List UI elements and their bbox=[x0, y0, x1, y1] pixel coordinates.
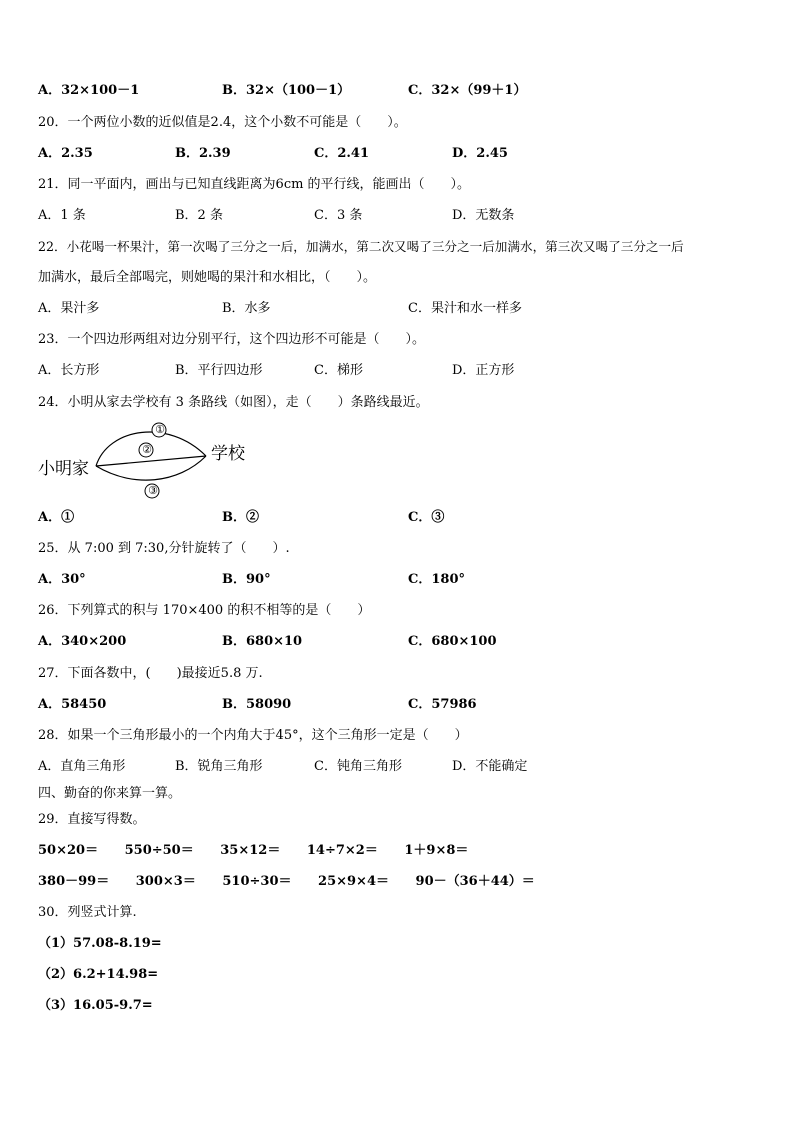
route-2-path bbox=[96, 456, 206, 466]
q29-item: 90－（36＋44）＝ bbox=[415, 874, 535, 889]
q21-options bbox=[38, 207, 758, 225]
q25-question: 25．从 7:00 到 7:30,分针旋转了（ ）. bbox=[38, 541, 290, 556]
q29-item: 510÷30＝ bbox=[222, 874, 292, 889]
q28-option-a[interactable]: A．直角三角形 bbox=[38, 759, 126, 774]
q20-question: 20．一个两位小数的近似值是2.4，这个小数不可能是（ ）。 bbox=[38, 115, 407, 130]
q20-options bbox=[38, 145, 758, 163]
q20-option-d[interactable]: D．2.45 bbox=[452, 146, 508, 161]
q20-option-a[interactable]: A．2.35 bbox=[38, 146, 93, 161]
q27-options bbox=[38, 696, 758, 714]
q23-option-c[interactable]: C．梯形 bbox=[314, 363, 363, 378]
q29-item: 25×9×4＝ bbox=[318, 874, 389, 889]
q30-item-1: （1）57.08-8.19= bbox=[38, 936, 162, 951]
q21-option-c[interactable]: C．3 条 bbox=[314, 208, 363, 223]
q23-option-b[interactable]: B．平行四边形 bbox=[175, 363, 263, 378]
q27-question: 27．下面各数中，( )最接近5.8 万. bbox=[38, 666, 263, 681]
q30-item-3: （3）16.05-9.7= bbox=[38, 998, 153, 1013]
q29-item: 550÷50＝ bbox=[124, 843, 194, 858]
q22-option-b[interactable]: B．水多 bbox=[222, 301, 271, 316]
q20-option-b[interactable]: B．2.39 bbox=[175, 146, 231, 161]
q25-option-b[interactable]: B．90° bbox=[222, 572, 271, 587]
q22-option-c[interactable]: C．果汁和水一样多 bbox=[408, 301, 522, 316]
q30-question: 30．列竖式计算. bbox=[38, 905, 137, 920]
q29-row-2 bbox=[38, 873, 557, 891]
q23-option-a[interactable]: A．长方形 bbox=[38, 363, 100, 378]
q30-item-2: （2）6.2+14.98= bbox=[38, 967, 159, 982]
q26-options bbox=[38, 633, 758, 651]
q22-question-line2: 加满水，最后全部喝完，则她喝的果汁和水相比，（ ）。 bbox=[38, 270, 377, 285]
q28-option-d[interactable]: D．不能确定 bbox=[452, 759, 528, 774]
q19-option-a[interactable]: A．32×100－1 bbox=[38, 83, 140, 98]
q21-option-a[interactable]: A．1 条 bbox=[38, 208, 86, 223]
q27-option-b[interactable]: B．58090 bbox=[222, 697, 292, 712]
q23-option-d[interactable]: D．正方形 bbox=[452, 363, 515, 378]
q25-option-a[interactable]: A．30° bbox=[38, 572, 86, 587]
q27-option-a[interactable]: A．58450 bbox=[38, 697, 107, 712]
q19-option-b[interactable]: B．32×（100－1） bbox=[222, 83, 351, 98]
q23-options bbox=[38, 362, 758, 380]
q28-options bbox=[38, 758, 758, 776]
q29-item: 35×12＝ bbox=[220, 843, 281, 858]
q20-option-c[interactable]: C．2.41 bbox=[314, 146, 370, 161]
q24-option-b[interactable]: B．② bbox=[222, 510, 259, 525]
q25-options bbox=[38, 571, 758, 589]
q29-row-1 bbox=[38, 842, 490, 860]
q22-question-line1: 22．小花喝一杯果汁，第一次喝了三分之一后，加满水，第二次又喝了三分之一后加满水，第三次又喝了三分之一后 bbox=[38, 239, 684, 254]
section-4-title: 四、勤奋的你来算一算。 bbox=[38, 786, 182, 801]
q22-option-a[interactable]: A．果汁多 bbox=[38, 301, 100, 316]
q29-item: 1＋9×8＝ bbox=[404, 843, 469, 858]
q27-option-c[interactable]: C．57986 bbox=[408, 697, 477, 712]
q26-question: 26．下列算式的积与 170×400 的积不相等的是（ ） bbox=[38, 603, 371, 618]
q29-item: 14÷7×2＝ bbox=[306, 843, 378, 858]
q28-option-b[interactable]: B．锐角三角形 bbox=[175, 759, 263, 774]
q19-options bbox=[38, 82, 758, 100]
route-3-path bbox=[96, 456, 206, 480]
route-2-label: ② bbox=[142, 443, 152, 456]
q24-option-c[interactable]: C．③ bbox=[408, 510, 445, 525]
q24-options bbox=[38, 509, 758, 527]
q23-question: 23．一个四边形两组对边分别平行，这个四边形不可能是（ ）。 bbox=[38, 332, 426, 347]
q21-question: 21．同一平面内，画出与已知直线距离为6cm 的平行线，能画出（ ）。 bbox=[38, 177, 471, 192]
school-label: 学校 bbox=[211, 444, 245, 464]
q19-option-c[interactable]: C．32×（99＋1） bbox=[408, 83, 527, 98]
q26-option-c[interactable]: C．680×100 bbox=[408, 634, 497, 649]
q29-item: 300×3＝ bbox=[135, 874, 196, 889]
q24-option-a[interactable]: A．① bbox=[38, 510, 75, 525]
q24-question: 24．小明从家去学校有 3 条路线（如图），走（ ）条路线最近。 bbox=[38, 395, 429, 410]
q26-option-b[interactable]: B．680×10 bbox=[222, 634, 303, 649]
q26-option-a[interactable]: A．340×200 bbox=[38, 634, 127, 649]
route-1-label: ① bbox=[155, 423, 165, 436]
q29-item: 380－99＝ bbox=[38, 874, 110, 889]
q25-option-c[interactable]: C．180° bbox=[408, 572, 465, 587]
q28-option-c[interactable]: C．钝角三角形 bbox=[314, 759, 402, 774]
route-3-label: ③ bbox=[148, 484, 158, 497]
q21-option-d[interactable]: D．无数条 bbox=[452, 208, 515, 223]
q22-options bbox=[38, 300, 758, 318]
q28-question: 28．如果一个三角形最小的一个内角大于45°，这个三角形一定是（ ） bbox=[38, 728, 468, 743]
q21-option-b[interactable]: B．2 条 bbox=[175, 208, 223, 223]
q29-question: 29．直接写得数。 bbox=[38, 812, 146, 827]
home-label: 小明家 bbox=[38, 459, 89, 479]
q29-item: 50×20＝ bbox=[38, 843, 99, 858]
